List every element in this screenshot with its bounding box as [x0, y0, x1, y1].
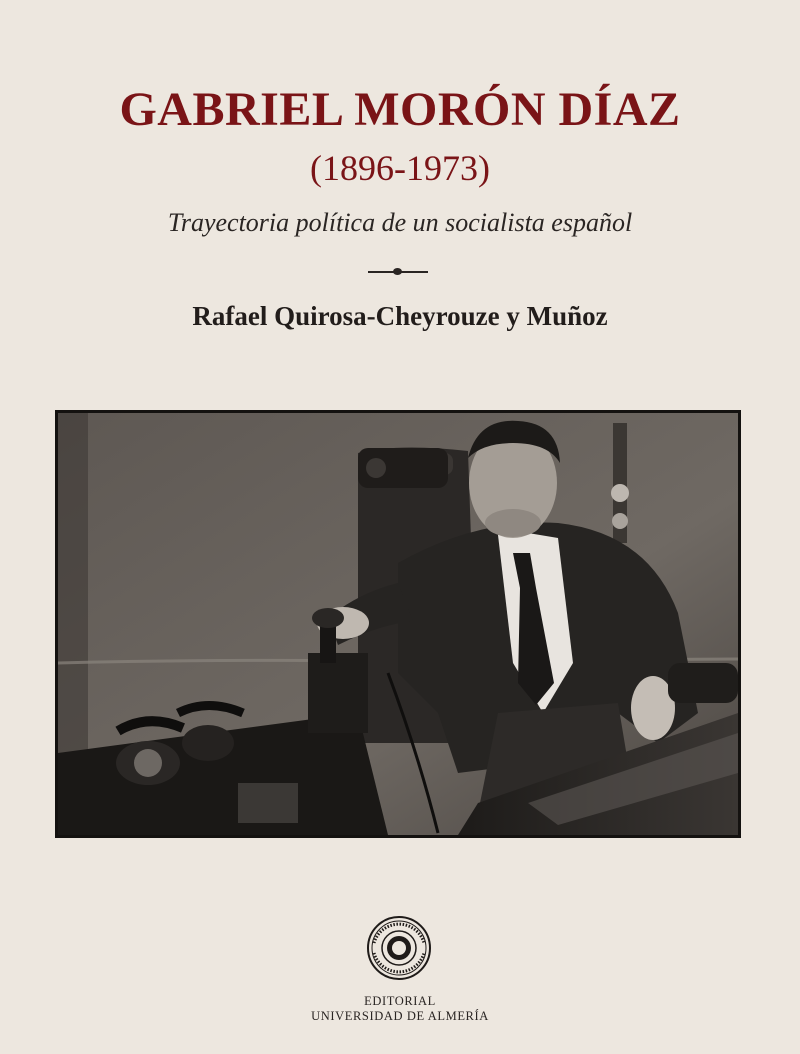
publisher-line-2: UNIVERSIDAD DE ALMERÍA — [311, 1009, 489, 1023]
book-author: Rafael Quirosa-Cheyrouze y Muñoz — [192, 301, 608, 331]
ornament-dot — [393, 268, 402, 275]
portrait-photo-icon — [58, 413, 738, 835]
book-subtitle: Trayectoria política de un socialista español — [167, 208, 633, 237]
publisher-line-1: EDITORIAL — [364, 994, 436, 1008]
publisher-imprint — [0, 994, 800, 1024]
book-dates: (1896-1973) — [310, 148, 490, 188]
book-title: GABRIEL MORÓN DÍAZ — [119, 83, 681, 136]
cover-photo — [55, 410, 741, 838]
university-seal-icon — [366, 915, 432, 981]
